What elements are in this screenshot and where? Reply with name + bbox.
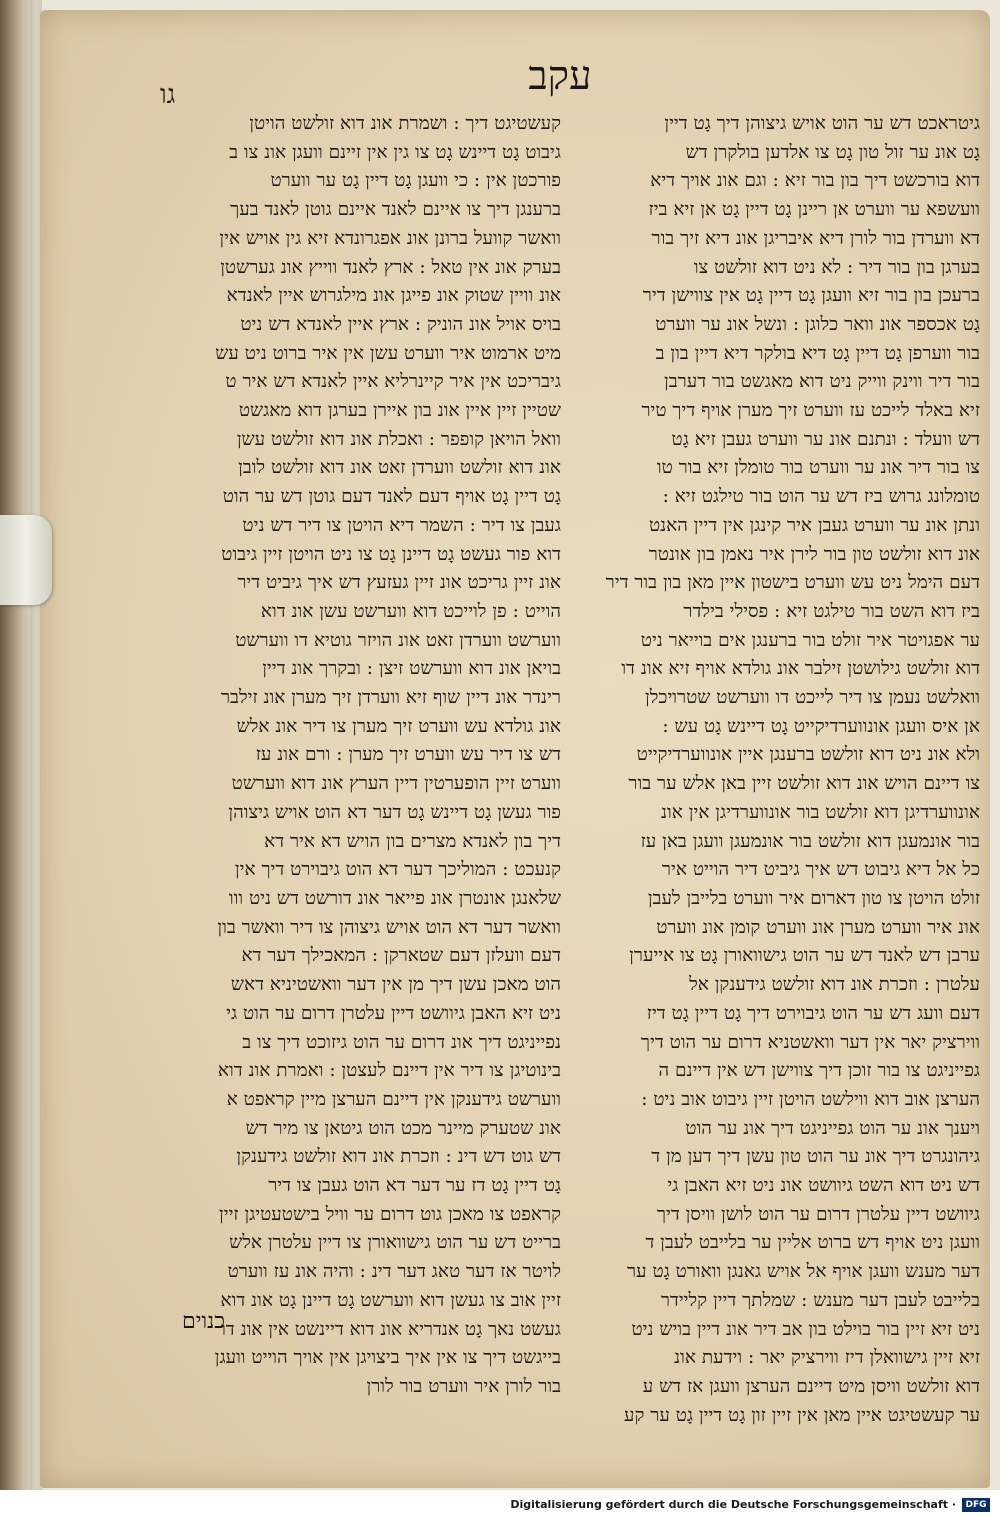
text-line: כל אל דיא גיבוט דש איך גיביט דיר הוייט איר (661, 859, 980, 881)
text-line: גפייניגט צו בור זוכן דיך צווישן דש אין דיינם ה (658, 1060, 980, 1082)
text-line: בויס אויל אונ הוניק : ארץ איין לאנדא דש ניט (240, 313, 561, 335)
text-line: שטיין זיין איין אונ בון איירן בערגן דוא מאגשט (238, 400, 561, 422)
text-line: זיא זיין גישוואלן דיז ווירציק יאר : וידעת אונ (674, 1347, 980, 1369)
text-line: נפייניגט דיך אונ דרום ער הוט גיזוכט דיך צו ב (242, 1031, 561, 1053)
text-line: דש וועלד : ונתנם אונ ער ווערט געבן זיא גָט (671, 428, 980, 450)
text-line: ער קעשטיגט איין מאן אין זיין זון גָט דיין גָט ער קע (624, 1404, 980, 1426)
text-line: לויטר אז דער טאג דער דינ : והיה אונ עז ווערט (227, 1261, 561, 1283)
text-line: ווערט זיין הופערטין דיין הערץ אונ דוא ווערשט (231, 773, 561, 795)
footer-bar (0, 1490, 1000, 1517)
text-line: בינוטיגן צו דיר אין דיינם לעצטן : ואמרת אונ דוא (217, 1060, 561, 1082)
text-line: דיך בון לאנדא מצרים בון הויש דא איר דא (264, 830, 561, 852)
text-line: דוא זולשט גילושטן זילבר אונ גולדא אויף זיא אונ דו (621, 658, 980, 680)
text-line: געשט נאך גָט אנדריא אונ דוא דיינשט אין אונ דו (221, 1318, 561, 1340)
text-line: ויענך אונ ער הוט גפייניגט דיך אונ ער הוט (685, 1117, 980, 1139)
text-line: גָט אכספר אונ וואר כלוגן : ונשל אונ ער ווערט (655, 313, 980, 335)
text-line: בור לורן איר ווערט בור לורן (366, 1375, 561, 1397)
text-line: גיטראכט דש ער הוט אויש גיצוהן דיך גָט דיין (664, 113, 980, 134)
text-line: דעם הימל ניט עש ווערט בישטון איין מאן בון בור דיר (605, 572, 980, 594)
text-line: געבן צו דיר : השמר דיא הויטן צו דיר דש ניט (242, 514, 561, 536)
text-line: בערק אונ אין טאל : ארץ לאנד ווייץ אונ גערשטן (220, 256, 561, 278)
text-line: גָט אונ ער זול טון גָט צו אלדען בולקרן דש (685, 141, 980, 163)
text-line: דש גוט דש דינ : וזכרת אונ דוא זולשט גידענקן (236, 1146, 561, 1168)
text-line: וואל הויאן קופפר : ואכלת אונ דוא זולשט עשן (236, 428, 561, 450)
text-line: אונ גולדא עש ווערט זיך מערן צו דיר אונ אלש (236, 715, 561, 737)
text-line: דוא זולשט וויסן מיט דיינם הערצן וועגן אז דש ע (642, 1375, 980, 1397)
text-line: בור אונמעגן דוא זולשט בור אונמעגן וועגן באן עז (640, 830, 980, 852)
text-line: זולט הויטן צו טון דארום איר ווערט בלייבן לעבן (647, 887, 980, 909)
text-line: קראפט צו מאכן גוט דרום ער וויל בישטעטיגן זיין (219, 1203, 561, 1225)
text-line: ווירציק יאר אין דער וואשטניא דרום ער הוט דיך (640, 1031, 980, 1053)
text-line: קנעכט : המוליכך דער דא הוט גיבוירט דיך אין (234, 859, 561, 881)
text-column-left (176, 110, 561, 1397)
text-line: דעם וועלזן דעם שטארקן : המאכילך דער דא (241, 945, 561, 967)
text-line: ווערשט ווערדן זאט אונ הויזר גוטיא דו ווערשט (235, 629, 561, 651)
folio-mark: גו (160, 80, 176, 110)
text-line: ביז דוא השט בור טילגט זיא : פסילי בילדר (683, 600, 980, 622)
text-line: זיא באלד לייכט עז ווערט זיך מערן אויף דיך טיר (641, 400, 980, 422)
text-column-right (578, 110, 980, 1426)
text-line: וועשפא ער ווערט אן ריינן גָט דיין גָט אן זיא ביז (648, 199, 980, 221)
text-line: אונ וויין שטוק אונ פייגן אונ מילגרוש איין לאנדא (226, 285, 561, 307)
dfg-logo: DFG (962, 1498, 990, 1512)
text-line: בויאן אונ דוא ווערשט זיצן : ובקרך אונ דיין (262, 658, 561, 680)
text-line: בערגן בון בור דיר : לא ניט דוא זולשט צו (693, 256, 980, 278)
text-line: גָט דיין גָט דז ער דער דא הוט געבן צו דיר (268, 1175, 561, 1197)
text-line: ולא אונ ניט דוא זולשט ברענגן איין אונווערדיקייט (636, 744, 980, 766)
text-line: וואשר קוועל ברונן אונ אפגרונדא זיא גין אויש אין (219, 227, 561, 249)
text-line: וואלשט נעמן צו דיר לייכט דו ווערשט שטרויכלן (645, 687, 980, 709)
text-line: ונתן אונ ער ווערט געבן איר קינגן אין דיין האנט (648, 514, 980, 536)
text-line: פור געשן גָט דיינש גָט דער דא הוט אויש גיצוהן (228, 801, 561, 823)
text-line: ברעכן בון בור זיא וועגן גָט דיין גָט אין צווישן דיר (642, 285, 980, 307)
text-line: גיהונגרט דיך אונ ער הוט טון עשן דיך דען מן ד (651, 1146, 980, 1168)
text-line: אונ איר ווערט מערן אונ ווערט קומן אונ ווערט (656, 916, 980, 938)
text-line: פורכטן אין : כי וועגן גָט דיין גָט ער ווערט (270, 170, 561, 192)
text-line: הוט מאכן עשן דיך מן אין דער וואשטיניא דאש (230, 974, 561, 996)
text-line: ערבן דש לאנד דש ער הוט גישוואורן גָט צו אייערן (629, 945, 980, 967)
text-line: טומלונג גרוש ביז דש ער הוט בור טילגט זיא : (662, 486, 980, 508)
text-line: דער מענש וועגן אויף אל אויש גאנגן וואורט גָט ער (627, 1261, 980, 1283)
text-line: אונ דוא זולשט טון בור לירן איר נאמן בון אונטר (648, 543, 980, 565)
text-line: דעם וועג דש ער הוט גיבוירט דיך גָט דיין גָט דיז (646, 1002, 980, 1024)
footer-credit: Digitalisierung gefördert durch die Deutsche Forschungsgemeinschaft · (510, 1498, 956, 1511)
text-line: ניט זיא זיין בור בוילט בון אב דיר אונ דיין בויש ניט (631, 1318, 980, 1340)
text-line: צו בור דיר אונ ער ווערט בור טומלן זיא בור טו (656, 457, 980, 479)
text-line: גיבוט גָט דיינש גָט צו גין אין זיינם וועגן אונ צו ב (229, 141, 561, 163)
text-line: וואשר דער דא הוט אויש גיצוהן צו דיר וואשר בון (217, 916, 561, 938)
text-line: עלטרן : וזכרת אונ דוא זולשט גידענקן אל (689, 974, 980, 996)
text-line: גָט דיין גָט אויף דעם לאנד דעם גוטן דש ער הוט (222, 486, 561, 508)
text-line: גיוושט דיין עלטרן דרום ער הוט לושן וויסן דיך (656, 1203, 980, 1225)
bookmark-tab (0, 515, 52, 605)
text-line: רינדר אונ דיין שוף זיא ווערדן זיך מערן אונ זילבר (220, 687, 561, 709)
text-line: וועגן ניט אויף דש ברוט אליין ער בלייבט לעבן ד (645, 1232, 980, 1254)
text-line: בור דיר ווינק ווייק ניט דוא מאגשט בור דערבן (664, 371, 980, 393)
text-line: אונ זיין גריכט אונ זיין געזעץ דש איך גיביט דיר (237, 572, 561, 594)
text-line: ברייט דש ער הוט גישוואורן צו דיין עלטרן אלש (229, 1232, 561, 1254)
text-line: דש ניט דוא השט גיוושט אונ ניט זיא האבן גי (667, 1175, 980, 1197)
text-line: דא ווערדן בור לורן דיא איבריגן אונ דיא זיך בור (651, 227, 980, 249)
text-line: ברענגן דיך צו איינם לאנד איינם גוטן לאנד בעך (230, 199, 561, 221)
text-line: דוא פור געשט גָט דיינן גָט צו ניט הויטן זיין גיבוט (221, 543, 561, 565)
text-line: גיבריכט אין איר קיינרליא איין לאנדא דש איר ט (225, 371, 561, 393)
text-line: מיט ארמוט איר ווערט עשן אין איר ברוט ניט עש (215, 342, 561, 364)
text-line: זיין אוב צו געשן דוא ווערשט גָט דיינן גָט אונ דוא (220, 1289, 561, 1311)
text-line: בלייבט לעבן דער מענש : שמלתך דיין קליידר (660, 1289, 980, 1311)
catchword: כנוים (182, 1309, 226, 1334)
text-line: דוא בורכשט דיך בון בור זיא : וגם אונ אויך דיא (650, 170, 980, 192)
text-line: אן איס וועגן אונווערדיקייט גָט דיינש גָט עש : (662, 715, 980, 737)
text-line: ניט זיא האבן גיוושט דיין עלטרן דרום ער הוט גי (226, 1002, 561, 1024)
text-line: אונווערדיגן דוא זולשט בור אונווערדיגן אין אונ (661, 801, 980, 823)
running-title: עקב (528, 53, 592, 99)
text-line: דש צו דיר עש ווערט זיך מערן : ורם אונ עז (255, 744, 561, 766)
text-line: הוייט : פן לוייכט דוא ווערשט עשן אונ דוא (260, 600, 561, 622)
text-line: אונ שטערק מיינר מכט הוט גיטאן צו מיר דש (245, 1117, 561, 1139)
text-line: בור ווערפן גָט דיין גָט דיא בולקר דיא דיין בון ב (655, 342, 980, 364)
text-line: ווערשט גידענקן אין דיינם הערצן מיין קראפט א (226, 1088, 561, 1110)
text-line: ער אפגויטר איר זולט בור ברענגן אים בוייאר ניט (640, 629, 980, 651)
text-line: הערצן אוב דוא ווילשט הויטן זיין גיבוט אוב ניט : (641, 1088, 980, 1110)
text-line: בייגשט דיך צו אין איך ביצויגן אין אויך הוייט וועגן (214, 1347, 561, 1369)
text-line: שלאנגן אונטרן אונ פייאר אונ דורשט דש ניט ווו (228, 887, 561, 909)
text-line: אונ דוא זולשט ווערדן זאט אונ דוא זולשט לובן (238, 457, 561, 479)
text-line: קעשטיגט דיך : ושמרת אונ דוא זולשט הויטן (249, 113, 561, 134)
text-line: צו דיינם הויש אונ דוא זולשט זיין באן אלש ער בור (628, 773, 980, 795)
